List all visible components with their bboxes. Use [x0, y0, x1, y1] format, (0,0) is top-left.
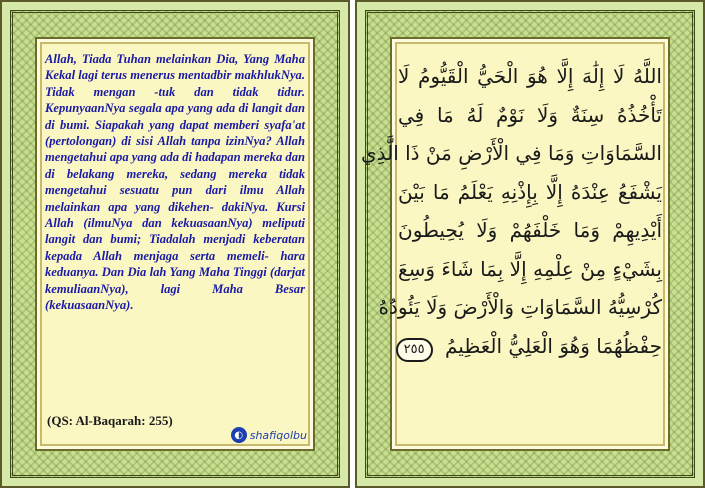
ayah-number-marker-icon: ٢٥٥ [396, 338, 433, 362]
arabic-page [360, 37, 670, 451]
translation-panel [0, 0, 350, 488]
watermark-logo-icon: ◐ [231, 427, 247, 443]
arabic-line-8: حِفْظُهُمَا وَهُوَ الْعَلِيُّ الْعَظِيمُ [444, 333, 662, 358]
arabic-panel [355, 0, 705, 488]
watermark-text: shafiqolbu [249, 428, 307, 442]
ornamental-border [10, 10, 340, 478]
arabic-line-4: يَشْفَعُ عِنْدَهُ إِلَّا بِإِذْنِهِ يَعْلَمُ مَا بَيْنَ [398, 179, 662, 204]
verse-reference: (QS: Al-Baqarah: 255) [47, 413, 173, 428]
watermark [231, 427, 307, 443]
arabic-line-8-row [398, 327, 662, 366]
arabic-verse [360, 57, 662, 365]
ornamental-border-right [360, 10, 695, 478]
arabic-line-1: اللَّهُ لَا إِلَٰهَ إِلَّا هُوَ الْحَيُّ الْقَيُّومُ لَا [398, 64, 662, 88]
translation-page [35, 37, 315, 451]
arabic-line-6: بِشَيْءٍ مِنْ عِلْمِهِ إِلَّا بِمَا شَاءَ وَسِعَ [398, 256, 662, 281]
translation-text: Allah, Tiada Tuhan melainkan Dia, Yang Maha Kekal lagi terus menerus mentadbir makhlukNya. Tidak mengan -tuk dan tidak tidur. KepunyaanNya segala apa yang ada di langit dan di bumi. Siapakah yang dapat memberi syafa'at (pertolongan) di sisi Allah tanpa izinNya? Allah mengetahui apa yang ada di hadapan mereka dan di belakang mereka, sedang mereka tidak mengetahui sesuatu pun dari ilmu Allah melainkan apa yang dikehen- dakiNya. Kursi Allah (ilmuNya dan kekuasaanNya) meliputi langit dan bumi; Tiadalah menjadi keberatan kepada Allah menjaga serta memeli- hara keduanya. Dan Dia lah Yang Maha Tinggi (darjat kemuliaanNya), lagi Maha Besar (kekuasaanNya). [45, 52, 305, 313]
arabic-line-5: أَيْدِيهِمْ وَمَا خَلْفَهُمْ وَلَا يُحِيطُونَ [398, 218, 662, 242]
arabic-line-7: كُرْسِيُّهُ السَّمَاوَاتِ وَالْأَرْضَ وَلَا يَئُودُهُ [378, 295, 662, 319]
arabic-line-2: تَأْخُذُهُ سِنَةٌ وَلَا نَوْمٌ لَهُ مَا فِي [398, 102, 662, 127]
arabic-line-3: السَّمَاوَاتِ وَمَا فِي الْأَرْضِ مَنْ ذَا الَّذِي [360, 141, 662, 165]
